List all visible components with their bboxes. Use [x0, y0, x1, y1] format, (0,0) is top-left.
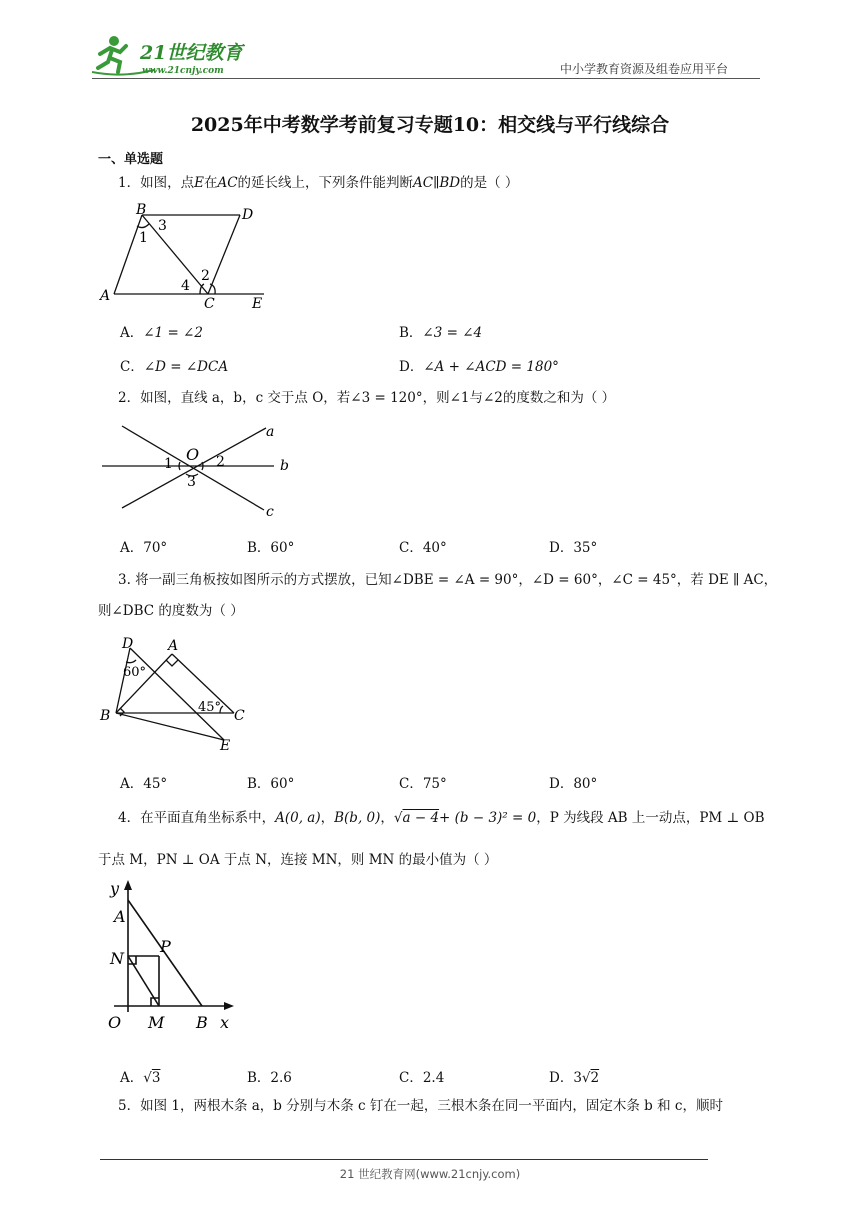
header-divider — [92, 78, 760, 79]
fig3-label-B: B — [100, 708, 111, 724]
question-2-text: 2．如图，直线 a，b，c 交于点 O，若∠3 = 120°，则∠1与∠2的度数之和为（ ） — [118, 390, 616, 406]
question-5-text: 5．如图 1，两根木条 a，b 分别与木条 c 钉在一起，三根木条在同一平面内，固定木条 b 和 c，顺时 — [118, 1098, 723, 1114]
q3-option-b: B．60° — [247, 776, 295, 792]
question-3-figure — [96, 632, 256, 756]
footer-link[interactable]: 21 世纪教育网(www.21cnjy.com) — [339, 1167, 521, 1181]
fig1-angle-4: 4 — [181, 278, 190, 294]
fig4-label-A: A — [114, 907, 126, 926]
logo-main-text: 21世纪教育 — [140, 42, 243, 64]
fig4-label-B: B — [196, 1013, 208, 1032]
q2-option-c: C．40° — [399, 540, 447, 556]
q1-option-d: D．∠A + ∠ACD = 180° — [399, 359, 559, 375]
question-3-line-1: 3. 将一副三角板按如图所示的方式摆放，已知∠DBE = ∠A = 90°，∠D = 60°，∠C = 45°，若 DE ∥ AC， — [118, 572, 778, 588]
q2-option-b: B．60° — [247, 540, 295, 556]
q3-option-a: A．45° — [120, 776, 168, 792]
fig2-label-O: O — [186, 445, 200, 464]
fig2-angle-3: 3 — [187, 474, 196, 490]
section-heading: 一、单选题 — [98, 152, 164, 167]
q3-option-d: D．80° — [549, 776, 598, 792]
q1-option-a: A．∠1 = ∠2 — [120, 325, 203, 341]
page-title: 2025年中考数学考前复习专题10：相交线与平行线综合 — [190, 114, 670, 136]
q1-option-c: C．∠D = ∠DCA — [120, 359, 229, 375]
fig1-label-E: E — [252, 296, 263, 312]
site-logo — [92, 32, 262, 78]
question-4-figure — [100, 876, 240, 1036]
fig3-label-A: A — [168, 638, 179, 654]
fig1-angle-1: 1 — [139, 230, 148, 246]
fig2-angle-1: 1 — [164, 456, 173, 472]
fig3-angle-45: 45° — [198, 700, 222, 715]
fig3-label-C: C — [234, 708, 245, 724]
fig1-angle-3: 3 — [158, 218, 167, 234]
logo-sub-text: www.21cnjy.com — [142, 66, 224, 76]
question-4-line-2: 于点 M，PN ⊥ OA 于点 N，连接 MN，则 MN 的最小值为（ ） — [98, 852, 498, 868]
fig4-label-M: M — [148, 1013, 165, 1032]
header-platform-text: 中小学教育资源及组卷应用平台 — [560, 62, 729, 76]
fig1-angle-2: 2 — [201, 268, 210, 284]
q1-option-b: B．∠3 = ∠4 — [399, 325, 483, 341]
sqrt-expression: √a − 4 — [393, 810, 440, 826]
fig3-angle-60: 60° — [123, 665, 147, 680]
fig2-label-b: b — [280, 458, 289, 474]
fig1-label-B: B — [136, 202, 147, 218]
q4-option-b: B．2.6 — [247, 1070, 292, 1086]
fig1-label-D: D — [242, 207, 254, 223]
question-1-text: 1．如图，点E在AC的延长线上，下列条件能判断AC∥BD的是（ ） — [118, 175, 519, 191]
fig4-label-y: y — [110, 879, 120, 898]
question-1-figure — [96, 200, 276, 312]
fig2-label-a: a — [266, 424, 275, 440]
fig4-label-P: P — [160, 937, 171, 956]
question-2-figure — [96, 416, 296, 524]
fig2-angle-2: 2 — [216, 454, 225, 470]
q4-option-d: D．3√2 — [549, 1070, 600, 1086]
q2-option-d: D．35° — [549, 540, 598, 556]
question-4-line-1: 4．在平面直角坐标系中，A(0, a)，B(b, 0)，√a − 4+ (b − 3)² = 0，P 为线段 AB 上一动点，PM ⊥ OB — [118, 810, 765, 826]
fig4-label-x: x — [220, 1013, 230, 1032]
fig4-label-N: N — [110, 949, 124, 968]
footer-divider — [100, 1159, 708, 1160]
fig3-label-D: D — [122, 636, 134, 652]
q4-option-c: C．2.4 — [399, 1070, 445, 1086]
q2-option-a: A．70° — [120, 540, 168, 556]
fig2-label-c: c — [266, 504, 274, 520]
q4-option-a: A．√3 — [120, 1070, 161, 1086]
fig1-label-C: C — [204, 296, 215, 312]
fig3-label-E: E — [220, 738, 231, 754]
fig4-label-O: O — [108, 1013, 122, 1032]
question-3-line-2: 则∠DBC 的度数为（ ） — [98, 603, 244, 619]
q3-option-c: C．75° — [399, 776, 447, 792]
fig1-label-A: A — [100, 288, 111, 304]
